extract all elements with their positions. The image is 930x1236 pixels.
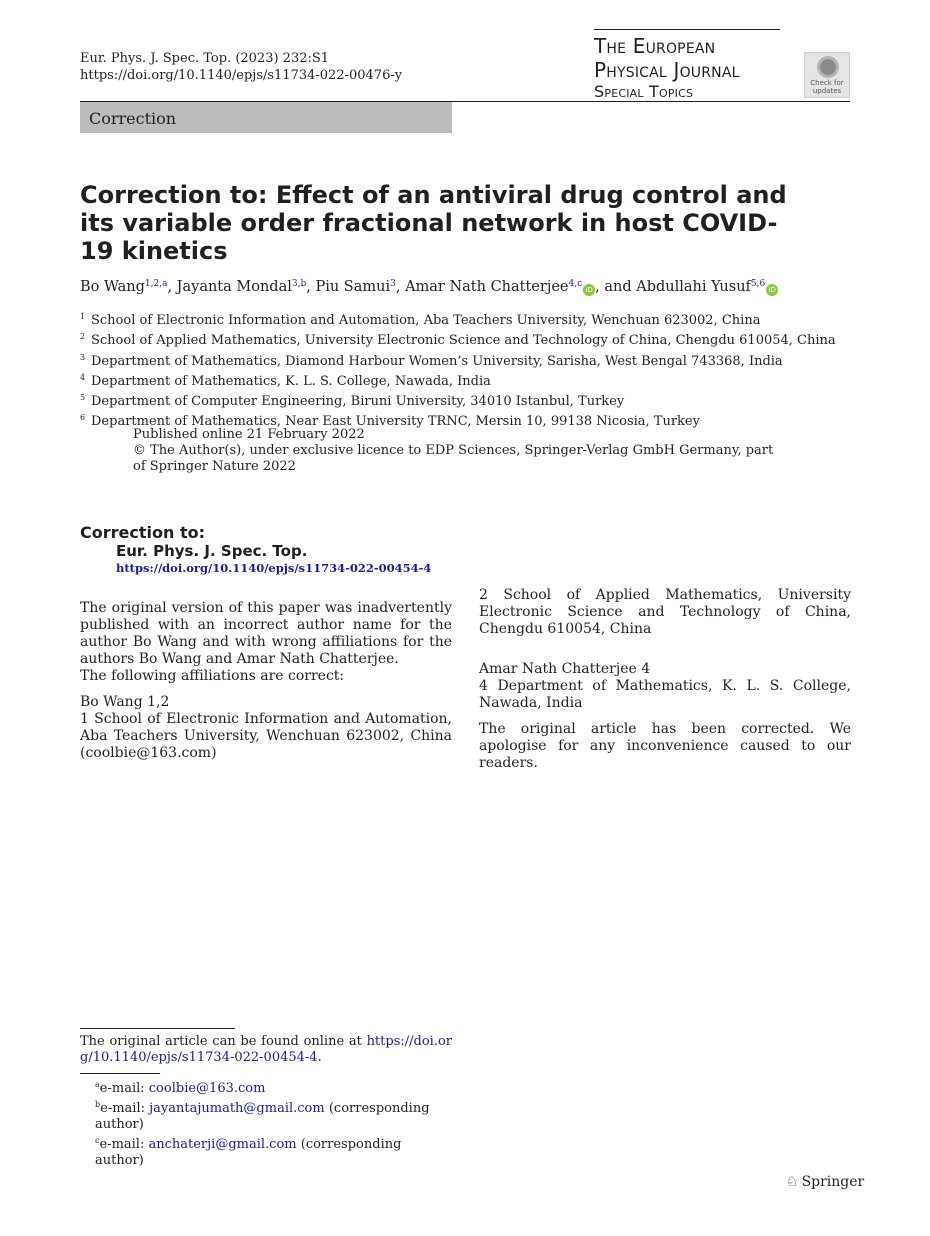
- footnote-mark: c: [95, 1136, 100, 1145]
- affiliation-number: 4: [80, 372, 86, 382]
- affiliation-text: School of Electronic Information and Automation, Aba Teachers University, Wenchuan 623002, China: [91, 313, 761, 328]
- footnote-rule: [80, 1073, 160, 1074]
- publication-info: [133, 427, 783, 475]
- check-for-updates-badge[interactable]: [804, 52, 850, 98]
- original-note-text: The original article can be found online at: [80, 1034, 367, 1049]
- author-separator: ,: [395, 279, 406, 295]
- affiliation-text: Department of Mathematics, Diamond Harbour Women’s University, Sarisha, West Bengal 743368, India: [91, 353, 783, 369]
- corrected-affiliation: 4 Department of Mathematics, K. L. S. College, Nawada, India: [479, 678, 851, 711]
- journal-line-1: The European: [594, 34, 716, 58]
- journal-logo: [594, 29, 780, 102]
- original-article-link[interactable]: https://doi.org/10.1140/epjs/s11734-022-00454-4: [80, 1034, 452, 1065]
- original-note-suffix: .: [317, 1050, 322, 1065]
- orcid-icon[interactable]: iD: [583, 284, 595, 296]
- publisher-name: Springer: [801, 1174, 865, 1190]
- email-footnote: [80, 1077, 452, 1097]
- badge-line-1: Check for: [810, 79, 844, 87]
- email-label: e-mail:: [100, 1101, 150, 1116]
- author-name: Amar Nath Chatterjee: [405, 279, 569, 295]
- affiliation-list: [80, 309, 836, 431]
- affiliation-number: 5: [80, 393, 86, 403]
- copyright-notice: © The Author(s), under exclusive licence to EDP Sciences, Springer-Verlag GmbH Germany, part of Springer Nature 2022: [133, 443, 774, 474]
- article-title: Correction to: Effect of an antiviral drug control and its variable order fractional network in host COVID-19 kinetics: [80, 181, 787, 265]
- email-link[interactable]: anchaterji@gmail.com: [148, 1137, 297, 1152]
- footnote-mark: a: [95, 1080, 100, 1089]
- correction-journal: Eur. Phys. J. Spec. Top.: [116, 542, 308, 560]
- section-label: Correction: [80, 102, 452, 133]
- correction-doi-link[interactable]: https://doi.org/10.1140/epjs/s11734-022-00454-4: [116, 561, 432, 575]
- footnote-mark: b: [95, 1100, 101, 1109]
- body-paragraph: The following affiliations are correct:: [80, 668, 345, 684]
- author-name: Bo Wang: [80, 279, 145, 295]
- badge-line-2: updates: [812, 87, 842, 95]
- affiliation-text: Department of Computer Engineering, Biruni University, 34010 Istanbul, Turkey: [91, 394, 625, 410]
- journal-line-2: Physical Journal: [594, 58, 740, 82]
- bookmark-icon: [817, 56, 839, 78]
- author-separator: ,: [306, 279, 316, 295]
- publisher-logo: [786, 1174, 864, 1190]
- footnote-rule: [80, 1028, 235, 1029]
- springer-horse-icon: ♘: [786, 1174, 799, 1190]
- affiliation-text: School of Applied Mathematics, University Electronic Science and Technology of China, Chengdu 610054, China: [91, 333, 836, 349]
- affiliation-text: Department of Mathematics, K. L. S. College, Nawada, India: [91, 373, 491, 389]
- email-footnotes: [80, 1077, 452, 1169]
- email-footnote: [80, 1133, 452, 1169]
- affiliation-number: 3: [80, 352, 86, 362]
- corrected-author-name: Amar Nath Chatterjee 4: [479, 661, 651, 677]
- affiliation-number: 2: [80, 332, 86, 342]
- affiliation-number: 6: [80, 413, 86, 423]
- affiliation-text: Department of Mathematics, Near East University TRNC, Mersin 10, 99138 Nicosia, Turkey: [91, 414, 700, 430]
- author-affiliation-marker[interactable]: 1,2,a: [144, 279, 168, 289]
- email-note: (corresponding author): [95, 1101, 430, 1132]
- author-affiliation-marker[interactable]: 3: [390, 279, 396, 289]
- author-separator: , and: [595, 279, 637, 295]
- author-list: [80, 279, 778, 296]
- article-doi[interactable]: https://doi.org/10.1140/epjs/s11734-022-00476-y: [80, 68, 403, 83]
- email-footnote: [80, 1097, 452, 1133]
- corrected-author-name: Bo Wang 1,2: [80, 694, 170, 710]
- author-name: Piu Samui: [315, 279, 391, 295]
- corrected-affiliation: 2 School of Applied Mathematics, University Electronic Science and Technology of China, Chengdu 610054, China: [479, 587, 851, 637]
- email-link[interactable]: coolbie@163.com: [148, 1081, 266, 1096]
- body-paragraph: The original version of this paper was inadvertently published with an incorrect author name for the author Bo Wang and with wrong affiliations for the authors Bo Wang and Amar Nath Chatterjee.: [80, 600, 452, 667]
- journal-line-3: Special Topics: [594, 82, 694, 101]
- email-label: e-mail:: [99, 1137, 149, 1152]
- published-date: Published online 21 February 2022: [133, 427, 365, 442]
- running-header: [80, 50, 402, 84]
- body-left-column: [80, 600, 452, 762]
- citation-line: Eur. Phys. J. Spec. Top. (2023) 232:S1: [80, 51, 330, 66]
- author-affiliation-marker[interactable]: 3,b: [291, 279, 307, 289]
- original-article-note: [80, 1034, 452, 1066]
- author-name: Abdullahi Yusuf: [636, 279, 751, 295]
- orcid-icon[interactable]: iD: [766, 284, 778, 296]
- email-label: e-mail:: [99, 1081, 149, 1096]
- author-separator: ,: [167, 279, 177, 295]
- author-affiliation-marker[interactable]: 5,6: [750, 279, 766, 289]
- affiliation-item: [80, 350, 836, 370]
- email-note: (corresponding author): [95, 1137, 402, 1168]
- author-name: Jayanta Mondal: [176, 279, 292, 295]
- author-affiliation-marker[interactable]: 4,c: [568, 279, 583, 289]
- corrected-affiliation: 1 School of Electronic Information and Automation, Aba Teachers University, Wenchuan 623002, China (coolbie@163.com): [80, 711, 452, 761]
- affiliation-item: [80, 370, 836, 390]
- affiliation-number: 1: [80, 312, 86, 321]
- closing-paragraph: The original article has been corrected. We apologise for any inconvenience caused to our readers.: [479, 721, 851, 771]
- affiliation-item: [80, 309, 836, 329]
- affiliation-item: [80, 329, 836, 349]
- body-right-column: [479, 587, 851, 772]
- email-link[interactable]: jayantajumath@gmail.com: [149, 1101, 325, 1116]
- correction-heading: Correction to:: [80, 523, 205, 542]
- affiliation-item: [80, 390, 836, 410]
